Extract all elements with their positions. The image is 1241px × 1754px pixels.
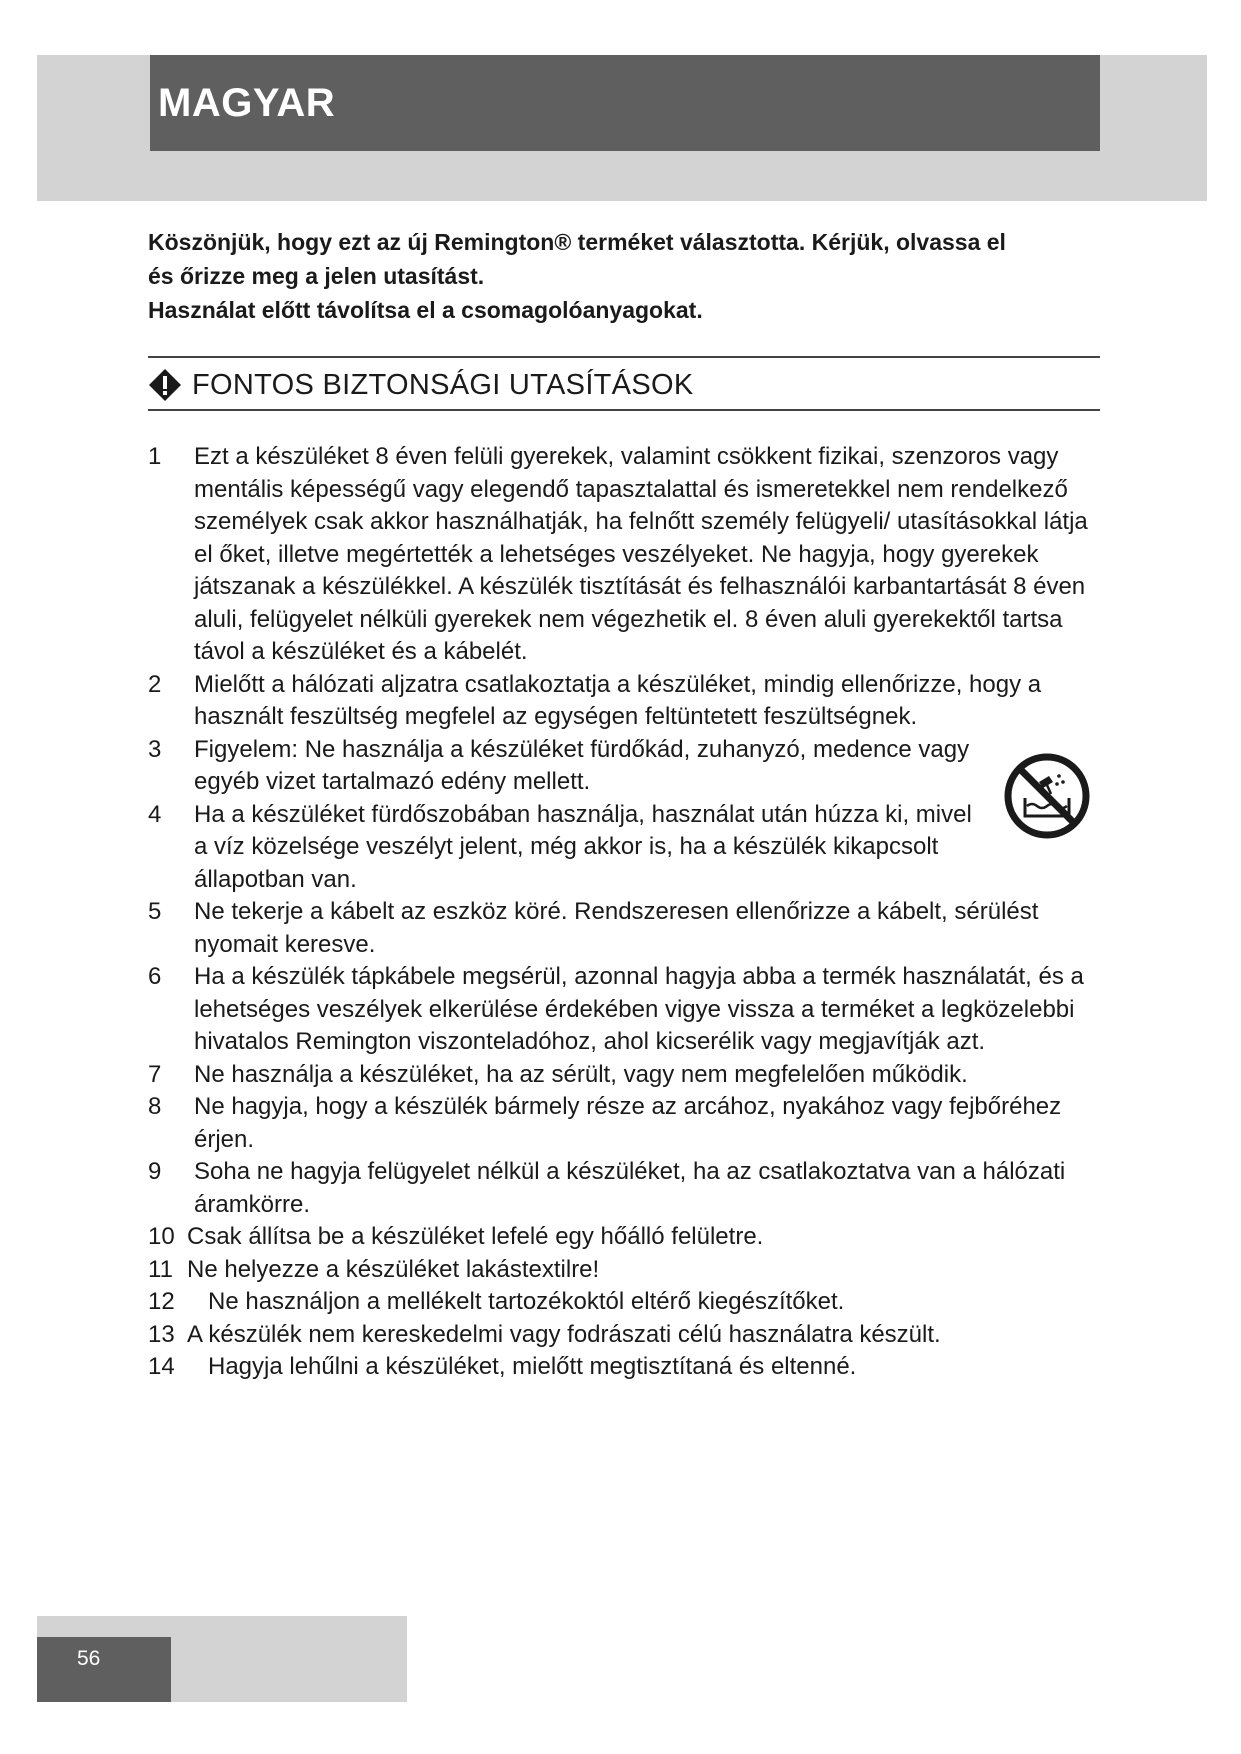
item-number: 10 bbox=[148, 1223, 175, 1250]
item-text: Ne hagyja, hogy a készülék bármely része az arcához, nyakához vagy fejbőréhez érjen. bbox=[194, 1093, 1062, 1153]
item-number: 14 bbox=[148, 1353, 175, 1380]
item-number: 11 bbox=[148, 1255, 173, 1283]
list-item bbox=[148, 1351, 1108, 1384]
item-number: 8 bbox=[148, 1093, 162, 1120]
list-item bbox=[148, 1156, 1108, 1221]
item-text: Ha a készülék tápkábele megsérül, azonnal hagyja abba a termék használatát, és a lehetséges veszélyek elkerülése érdekében vigye vissza a terméket a legközelebbi hivatalos Remington viszonteladóhoz, ahol kicserélik vagy megjavítják azt. bbox=[194, 963, 1084, 1055]
intro-text bbox=[148, 225, 1108, 327]
page-number: 56 bbox=[37, 1637, 171, 1702]
item-number: 1 bbox=[148, 443, 162, 470]
item-text: Ezt a készüléket 8 éven felüli gyerekek, valamint csökkent fizikai, szenzoros vagy mentális képességű vagy elegendő tapasztalattal és ismeretekkel nem rendelkező személyek csak akkor használhatják, ha felnőtt személy felügyeli/ utasításokkal látja el őket, illetve megértették a lehetséges veszélyeket. Ne hagyja, hogy gyerekek játszanak a készülékkel. A készülék tisztítását és felhasználói karbantartását 8 éven aluli, felügyelet nélküli gyerekek nem végezhetik el. 8 éven aluli gyerekektől tartsa távol a készüléket és a kábelét. bbox=[194, 443, 1088, 665]
item-text: Ha a készüléket fürdőszobában használja, használat után húzza ki, mivel a víz közelsége veszélyt jelent, még akkor is, ha a készülék kikapcsolt állapotban van. bbox=[194, 800, 972, 893]
intro-line-2: és őrizze meg a jelen utasítást. bbox=[148, 263, 485, 289]
list-item bbox=[148, 1254, 1108, 1287]
list-item bbox=[148, 799, 1108, 897]
list-item bbox=[148, 961, 1108, 1059]
no-water-use-icon bbox=[1003, 752, 1091, 840]
item-number: 6 bbox=[148, 963, 162, 990]
list-item bbox=[148, 1286, 1108, 1319]
item-number: 3 bbox=[148, 735, 162, 763]
item-text: Hagyja lehűlni a készüléket, mielőtt megtisztítaná és eltenné. bbox=[208, 1353, 857, 1380]
list-item bbox=[148, 1091, 1108, 1156]
item-text: A készülék nem kereskedelmi vagy fodrászati célú használatra készült. bbox=[187, 1320, 941, 1348]
item-text: Ne használja a készüléket, ha az sérült, vagy nem megfelelően működik. bbox=[194, 1060, 968, 1088]
list-item bbox=[148, 441, 1108, 669]
intro-line-1: Köszönjük, hogy ezt az új Remington® terméket választotta. Kérjük, olvassa el bbox=[148, 229, 1006, 255]
intro-line-3: Használat előtt távolítsa el a csomagolóanyagokat. bbox=[148, 297, 703, 323]
list-item bbox=[148, 1059, 1108, 1092]
item-number: 5 bbox=[148, 898, 162, 925]
section-title: FONTOS BIZTONSÁGI UTASÍTÁSOK bbox=[192, 368, 694, 401]
list-item bbox=[148, 734, 1108, 799]
list-item bbox=[148, 1319, 1108, 1352]
item-text: Soha ne hagyja felügyelet nélkül a készüléket, ha az csatlakoztatva van a hálózati áramkörre. bbox=[194, 1158, 1066, 1218]
language-title: MAGYAR bbox=[150, 55, 1100, 151]
item-text: Ne helyezze a készüléket lakástextilre! bbox=[187, 1255, 600, 1283]
item-text: Mielőtt a hálózati aljzatra csatlakoztatja a készüléket, mindig ellenőrizze, hogy a használt feszültség megfelel az egységen feltüntetett feszültségnek. bbox=[194, 670, 1042, 730]
list-item bbox=[148, 669, 1108, 734]
item-number: 4 bbox=[148, 800, 162, 828]
item-number: 13 bbox=[148, 1320, 175, 1348]
item-text: Figyelem: Ne használja a készüléket fürdőkád, zuhanyzó, medence vagy egyéb vizet tartalmazó edény mellett. bbox=[194, 735, 970, 795]
list-item bbox=[148, 1221, 1108, 1254]
item-number: 12 bbox=[148, 1288, 175, 1315]
item-text: Csak állítsa be a készüléket lefelé egy hőálló felületre. bbox=[187, 1223, 764, 1250]
section-rule-bottom bbox=[148, 409, 1100, 411]
item-number: 2 bbox=[148, 670, 162, 698]
item-text: Ne használjon a mellékelt tartozékoktól eltérő kiegészítőket. bbox=[208, 1288, 845, 1315]
list-item bbox=[148, 896, 1108, 961]
safety-instructions-list bbox=[148, 441, 1108, 1384]
item-text: Ne tekerje a kábelt az eszköz köré. Rendszeresen ellenőrizze a kábelt, sérülést nyomait keresve. bbox=[194, 898, 1039, 958]
item-number: 7 bbox=[148, 1060, 162, 1088]
section-rule-top bbox=[148, 356, 1100, 358]
warning-diamond-icon bbox=[148, 368, 182, 402]
item-number: 9 bbox=[148, 1158, 162, 1185]
section-heading bbox=[148, 364, 693, 406]
